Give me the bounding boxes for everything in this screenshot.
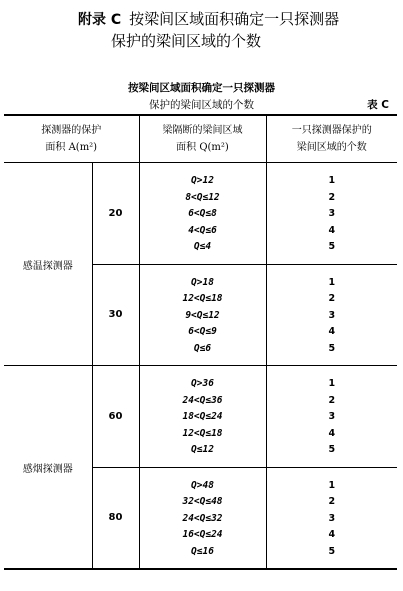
condition-list: Q>36 24<Q≤36 18<Q≤24 12<Q≤18 Q≤12 bbox=[139, 366, 266, 468]
header-protection-area: 探测器的保护 面积 A(m²) bbox=[4, 115, 139, 163]
count-list: 1 2 3 4 5 bbox=[266, 264, 397, 366]
table-caption-line1: 按梁间区域面积确定一只探测器 bbox=[128, 82, 275, 94]
appendix-heading bbox=[78, 8, 398, 50]
area-value: 20 bbox=[92, 163, 139, 265]
area-value: 80 bbox=[92, 467, 139, 569]
detector-type-smoke: 感烟探测器 bbox=[4, 366, 92, 570]
area-value: 30 bbox=[92, 264, 139, 366]
table-row bbox=[4, 163, 397, 265]
count-list: 1 2 3 4 5 bbox=[266, 163, 397, 265]
table-caption-line2: 保护的梁间区域的个数 bbox=[149, 99, 254, 111]
appendix-label: 附录 C bbox=[78, 12, 122, 28]
count-list: 1 2 3 4 5 bbox=[266, 467, 397, 569]
condition-list: Q>18 12<Q≤18 9<Q≤12 6<Q≤9 Q≤6 bbox=[139, 264, 266, 366]
appendix-title-line1: 按梁间区域面积确定一只探测器 bbox=[129, 10, 340, 28]
count-list: 1 2 3 4 5 bbox=[266, 366, 397, 468]
condition-list: Q>12 8<Q≤12 6<Q≤8 4<Q≤6 Q≤4 bbox=[139, 163, 266, 265]
table-label: 表 C bbox=[367, 99, 389, 111]
header-beam-area: 梁隔断的梁间区域 面积 Q(m²) bbox=[139, 115, 266, 163]
condition-list: Q>48 32<Q≤48 24<Q≤32 16<Q≤24 Q≤16 bbox=[139, 467, 266, 569]
detector-type-heat: 感温探测器 bbox=[4, 163, 92, 366]
area-value: 60 bbox=[92, 366, 139, 468]
table-row bbox=[4, 366, 397, 468]
appendix-title-line2: 保护的梁间区域的个数 bbox=[111, 32, 262, 50]
coverage-table bbox=[4, 114, 397, 570]
header-region-count: 一只探测器保护的 梁间区域的个数 bbox=[266, 115, 397, 163]
